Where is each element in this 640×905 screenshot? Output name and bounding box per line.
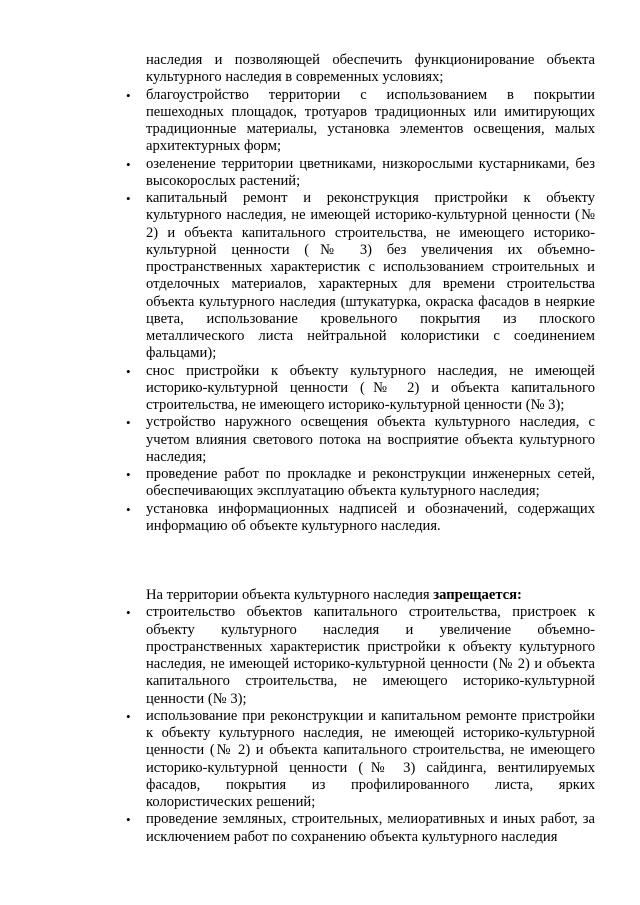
section-gap — [146, 535, 595, 587]
document-body — [146, 52, 595, 846]
list-item: • установка информационных надписей и обозначений, содержащих информацию об объекте культурного наследия. — [146, 501, 595, 536]
prohibited-intro — [146, 587, 595, 604]
prohibited-works-list — [146, 604, 595, 846]
continuation-paragraph: наследия и позволяющей обеспечить функционирование объекта культурного наследия в современных условиях; — [146, 52, 595, 86]
prohibited-intro-bold: запрещается: — [433, 587, 522, 603]
list-item: • устройство наружного освещения объекта культурного наследия, с учетом влияния светового потока на восприятие объекта культурного наследия; — [146, 414, 595, 466]
list-item: • использование при реконструкции и капитальном ремонте пристройки к объекту культурного наследия, не имеющей историко-культурной ценности (№ 2) и объекта капитального строительства, не имеющего историко-культурной ценности (№ 3) сайдинга, вентилируемых фасадов, покрытия из профилированного листа, ярких колористических решений; — [146, 708, 595, 812]
prohibited-intro-text: На территории объекта культурного наследия — [146, 587, 434, 603]
list-item: • проведение работ по прокладке и реконструкции инженерных сетей, обеспечивающих эксплуатацию объекта культурного наследия; — [146, 466, 595, 501]
list-item: • озеленение территории цветниками, низкорослыми кустарниками, без высокорослых растений; — [146, 156, 595, 191]
allowed-works-list — [146, 87, 595, 536]
list-item: • капитальный ремонт и реконструкция пристройки к объекту культурного наследия, не имеющей историко-культурной ценности (№ 2) и объекта капитального строительства, не имеющего историко-культурной ценности (№ 3) без увеличения их объемно-пространственных характеристик с использованием строительных и отделочных материалов, характерных для времени строительства объекта культурного наследия (штукатурка, окраска фасадов в неяркие цвета, использование кровельного покрытия из плоского металлического листа нейтральной колористики с соединением фальцами); — [146, 190, 595, 363]
list-item: • проведение земляных, строительных, мелиоративных и иных работ, за исключением работ по сохранению объекта культурного наследия — [146, 811, 595, 846]
list-item: • благоустройство территории с использованием в покрытии пешеходных площадок, тротуаров традиционных или имитирующих традиционные материалы, установка элементов освещения, малых архитектурных форм; — [146, 87, 595, 156]
list-item: • строительство объектов капитального строительства, пристроек к объекту культурного наследия и увеличение объемно-пространственных характеристик пристройки к объекту культурного наследия, не имеющей историко-культурной ценности (№ 2) и объекта капитального строительства, не имеющего историко-культурной ценности (№ 3); — [146, 604, 595, 708]
list-item: • снос пристройки к объекту культурного наследия, не имеющей историко-культурной ценности (№ 2) и объекта капитального строительства, не имеющего историко-культурной ценности (№ 3); — [146, 363, 595, 415]
